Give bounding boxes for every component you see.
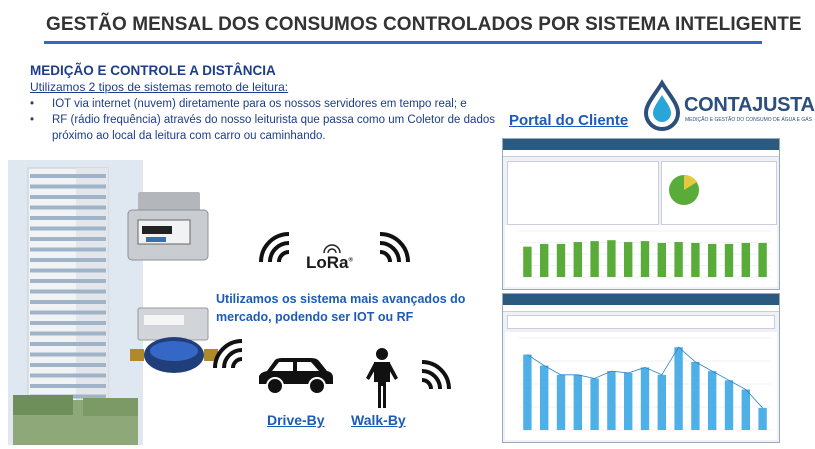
portal-pie-chart [664, 170, 704, 210]
building-window-row [30, 363, 106, 367]
chart-bar [725, 380, 733, 430]
portal-pie-panel [661, 161, 777, 225]
portal-link[interactable]: Portal do Cliente [509, 112, 629, 129]
chart-bar [540, 244, 548, 277]
building-window-row [30, 216, 106, 220]
water-drop-logo-icon [640, 80, 684, 130]
building-window-row [30, 227, 106, 231]
lora-label: LoRa [306, 253, 349, 272]
building-window-row [30, 342, 106, 346]
building-window-row [30, 384, 106, 388]
chart-bar [674, 347, 682, 430]
building-window-row [30, 185, 106, 189]
walk-by-label: Walk-By [351, 412, 406, 428]
section-subheading: Utilizamos 2 tipos de sistemas remoto de leitura: [30, 80, 289, 94]
lora-logo: LoRa® [306, 253, 353, 272]
portal-screenshot-consumo [502, 138, 780, 290]
building-window-row [30, 237, 106, 241]
wifi-signal-right-icon [376, 228, 414, 266]
building-window-row [30, 311, 106, 315]
portal-bar-chart-2 [505, 332, 777, 440]
walking-person-icon [360, 348, 404, 410]
building-window-row [30, 248, 106, 252]
chart-bar [590, 378, 598, 430]
building-window-row [30, 279, 106, 283]
chart-bar [624, 242, 632, 277]
bullet-list [30, 96, 495, 144]
chart-bar [758, 243, 766, 277]
building-window-row [30, 269, 106, 273]
portal-bar-chart-1 [505, 225, 777, 287]
car-icon [253, 354, 337, 398]
chart-bar [540, 366, 548, 430]
building-window-row [30, 374, 106, 378]
chart-bar [708, 371, 716, 430]
drive-by-label: Drive-By [267, 412, 325, 428]
bullet-rf: • RF (rádio frequência) através do nosso leiturista que passa como um Coletor de dados próximo ao local da leitura com carro ou caminhando. [30, 112, 495, 144]
portal-form-panel [507, 161, 659, 225]
building-window-row [30, 206, 106, 210]
bullet-iot: • IOT via internet (nuvem) diretamente para os nossos servidores em tempo real; e [30, 96, 495, 112]
chart-bar [607, 371, 615, 430]
gas-meter-image [124, 190, 214, 265]
title-underline [44, 41, 762, 44]
chart-bar [742, 390, 750, 430]
building-window-row [30, 300, 106, 304]
building-illustration [8, 160, 143, 445]
chart-bar [658, 243, 666, 277]
logo-wordmark: CONTAJUSTA [684, 94, 815, 116]
building-window-row [30, 332, 106, 336]
chart-bar [641, 241, 649, 277]
chart-bar [557, 244, 565, 277]
building-window-row [30, 321, 106, 325]
page-title: GESTÃO MENSAL DOS CONSUMOS CONTROLADOS POR SISTEMA INTELIGENTE [46, 14, 802, 35]
water-meter-image [128, 305, 220, 380]
chart-bar [658, 375, 666, 430]
portal-tabs [503, 150, 779, 157]
chart-bar [624, 373, 632, 430]
chart-bar [557, 375, 565, 430]
lora-wave-icon [302, 245, 362, 255]
building-window-row [30, 290, 106, 294]
chart-bar [523, 355, 531, 430]
wifi-signal-car-icon [210, 336, 246, 372]
portal-navbar [503, 139, 779, 150]
building-window-row [30, 258, 106, 262]
wifi-signal-left-icon [255, 228, 293, 266]
building-window-row [30, 353, 106, 357]
technology-claim: Utilizamos os sistema mais avançados do mercado, podendo ser IOT ou RF [216, 292, 466, 324]
chart-bar [574, 242, 582, 277]
chart-bar [708, 244, 716, 277]
wifi-signal-walker-icon [418, 357, 454, 393]
logo-tagline: MEDIÇÃO E GESTÃO DO CONSUMO DE ÁGUA E GÁS [685, 117, 812, 123]
chart-bar [574, 375, 582, 430]
building-window-row [30, 195, 106, 199]
portal-filter-bar [507, 315, 775, 329]
portal-navbar-2 [503, 294, 779, 305]
portal-tabs-2 [503, 305, 779, 312]
chart-bar [674, 242, 682, 277]
portal-screenshot-historico [502, 293, 780, 443]
chart-bar [742, 243, 750, 277]
chart-bar [725, 244, 733, 277]
section-heading: MEDIÇÃO E CONTROLE A DISTÂNCIA [30, 63, 276, 78]
chart-bar [641, 367, 649, 430]
chart-bar [758, 408, 766, 430]
chart-bar [691, 362, 699, 430]
chart-bar [523, 247, 531, 277]
chart-bar [607, 240, 615, 277]
chart-bar [590, 241, 598, 277]
building-window-row [30, 174, 106, 178]
chart-bar [691, 243, 699, 277]
